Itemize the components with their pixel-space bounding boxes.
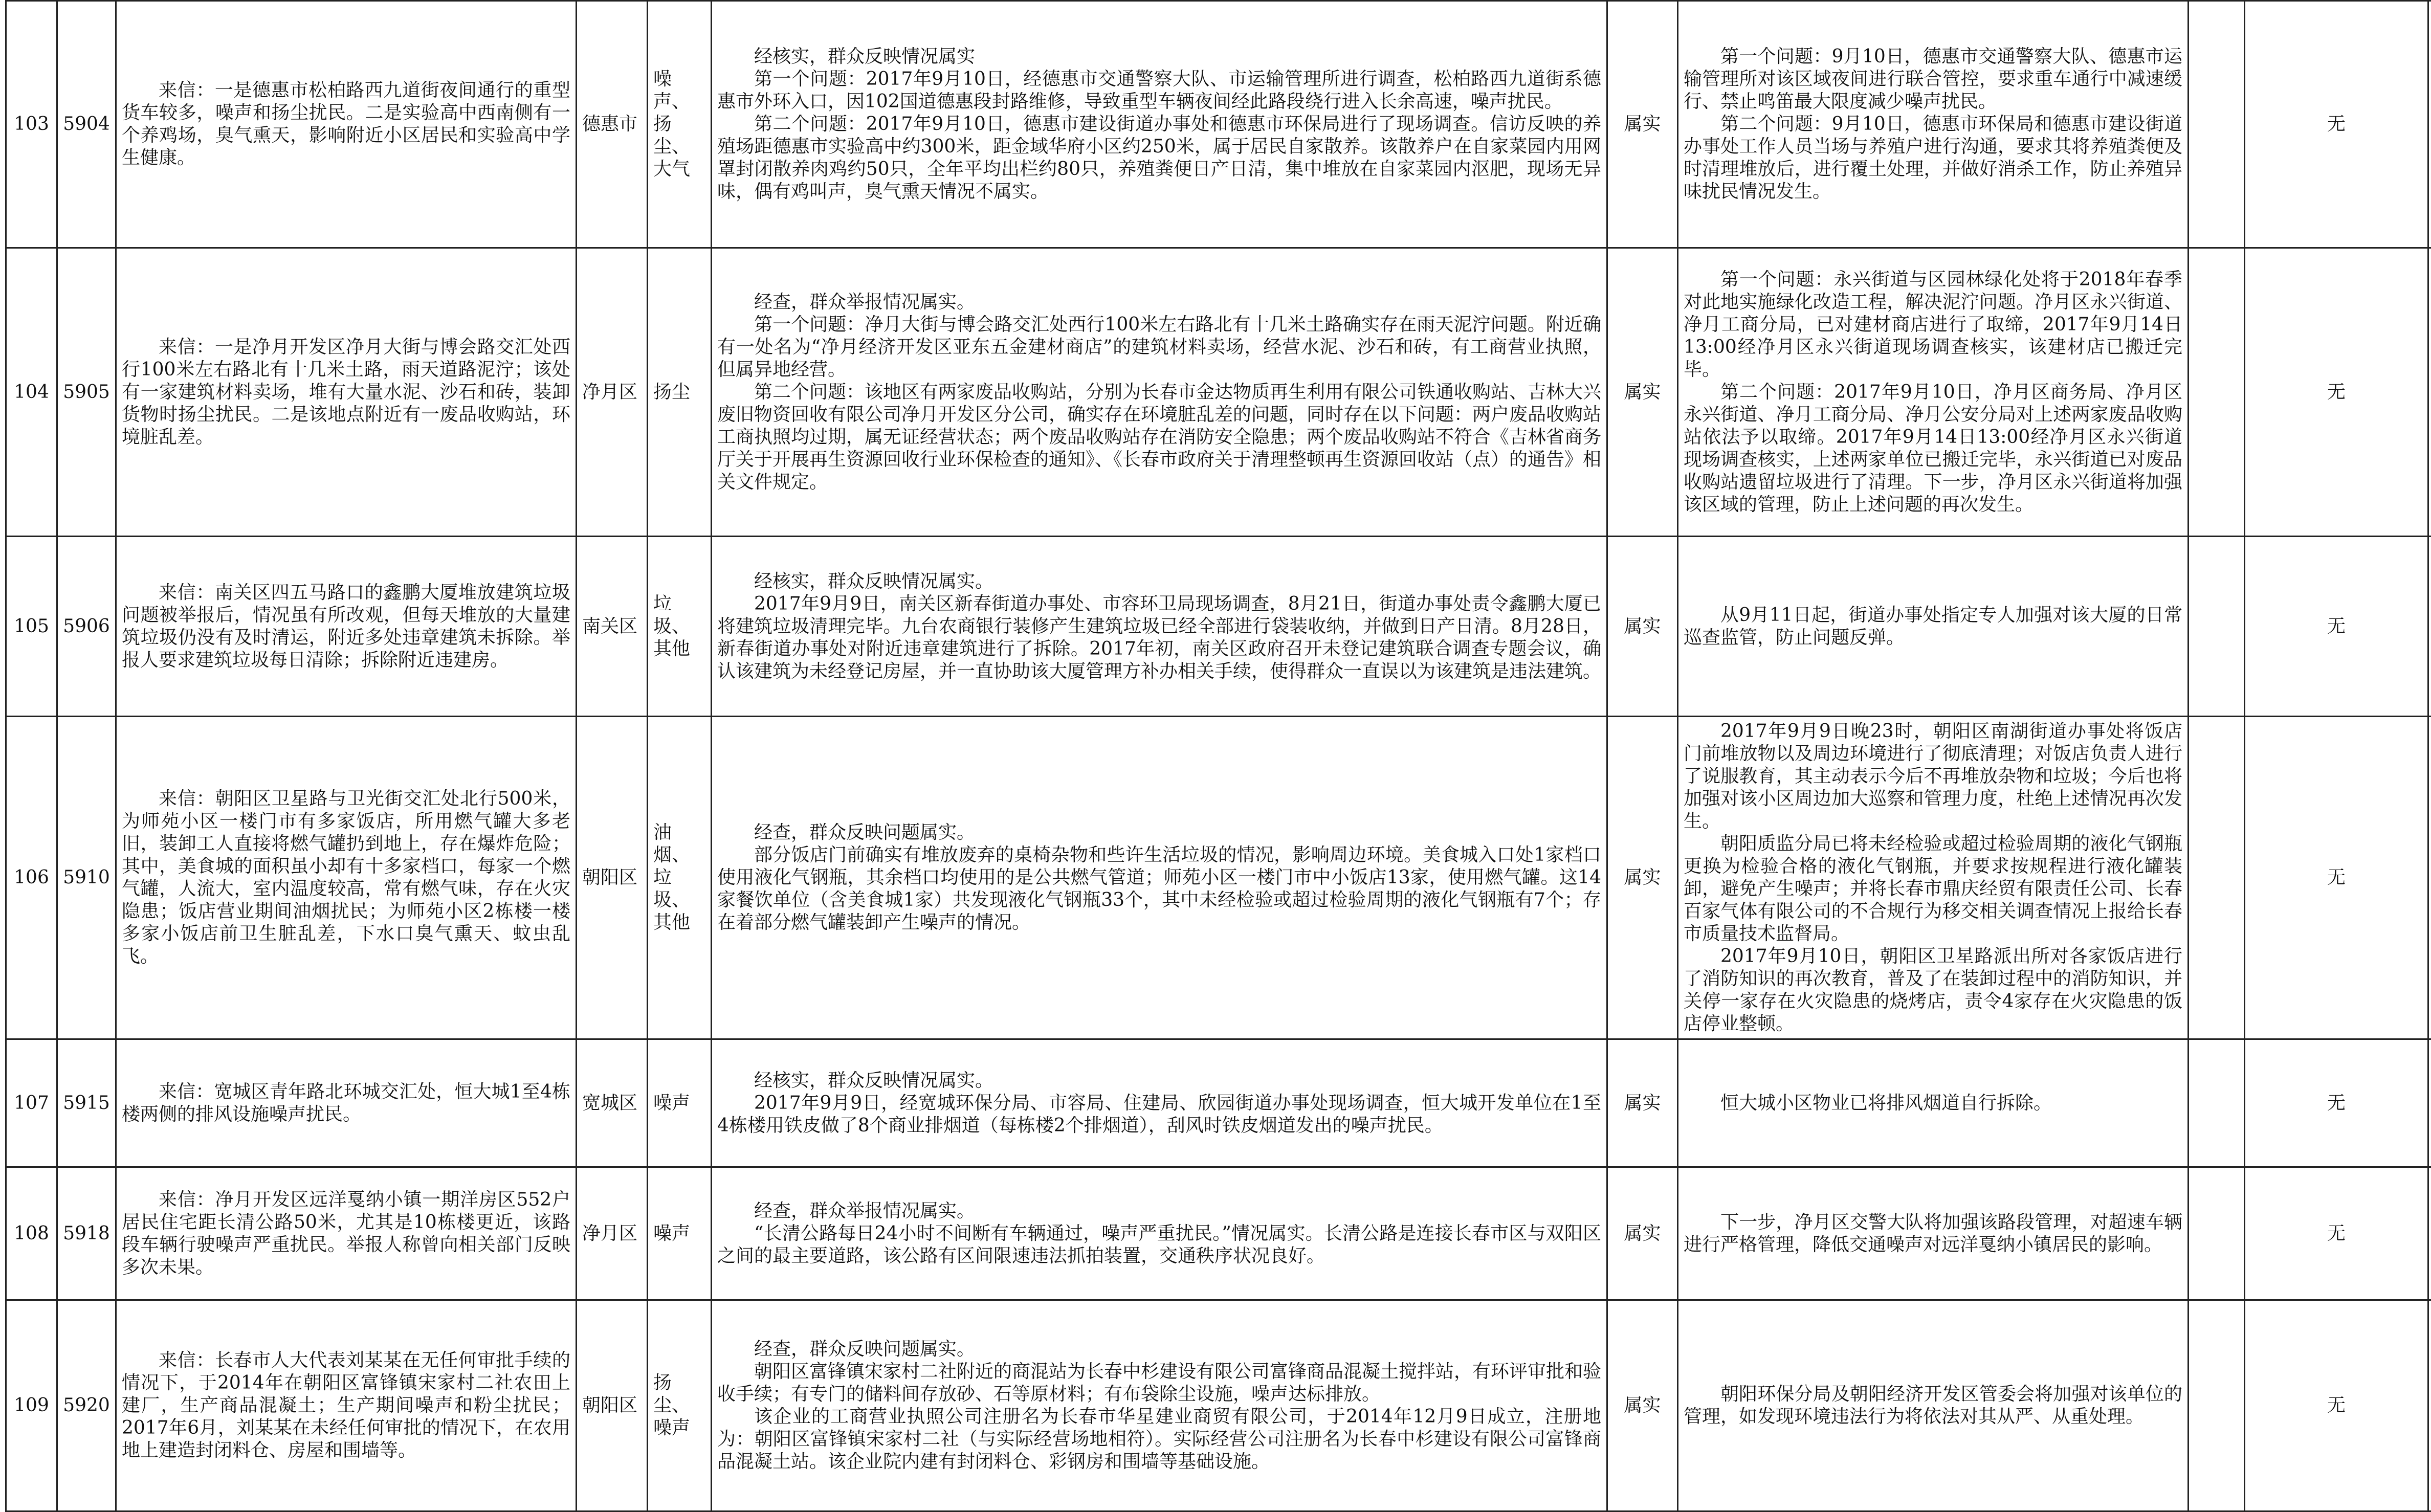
accountability-cell: 无 [2245, 1300, 2428, 1511]
rectification-paragraph: 第一个问题：9月10日，德惠市交通警察大队、德惠市运输管理所对该区域夜间进行联合管控，要求重车通行中减速缓行、禁止鸣笛最大限度减少噪声扰民。 [1684, 46, 2182, 113]
pollution-type-cell: 扬尘 [648, 248, 712, 537]
region-cell: 德惠市 [577, 1, 648, 248]
rectification-paragraph: 第二个问题：2017年9月10日，净月区商务局、净月区永兴街道、净月工商分局、净月公安分局对上述两家废品收购站依法予以取缔。2017年9月14日13:00经净月区永兴街道现场调查核实，上述两家单位已搬迁完毕，永兴街道已对废品收购站遗留垃圾进行了清理。下一步，净月区永兴街道将加强该区域的管理，防止上述问题的再次发生。 [1684, 381, 2182, 516]
complaint-cell [116, 537, 577, 717]
findings-cell [712, 1167, 1607, 1300]
rectification-paragraph: 下一步，净月区交警大队将加强该路段管理，对超速车辆进行严格管理，降低交通噪声对远洋戛纳小镇居民的影响。 [1684, 1211, 2182, 1256]
rectification-cell [1678, 248, 2189, 537]
findings-paragraph: 部分饭店门前确实有堆放废弃的桌椅杂物和些许生活垃圾的情况，影响周边环境。美食城入口处1家档口使用液化气钢瓶，其余档口均使用的是公共燃气管道；师苑小区一楼门市中小饭店13家，使用燃气罐。这14家餐饮单位（含美食城1家）共发现液化气钢瓶33个，其中未经检验或超过检验周期的液化气钢瓶有7个；存在着部分燃气罐装卸产生噪声的情况。 [717, 844, 1601, 934]
case-code: 5915 [57, 1039, 116, 1167]
complaint-cell [116, 1, 577, 248]
rectification-cell [1678, 1167, 2189, 1300]
empty-cell [2189, 717, 2245, 1039]
empty-cell [2189, 1, 2245, 248]
rectification-paragraph: 第一个问题：永兴街道与区园林绿化处将于2018年春季对此地实施绿化改造工程，解决泥泞问题。净月区永兴街道、净月工商分局，已对建材商店进行了取缔，2017年9月14日13:00经净月区永兴街道现场调查核实，该建材店已搬迁完毕。 [1684, 269, 2182, 381]
rectification-paragraph: 2017年9月10日，朝阳区卫星路派出所对各家饭店进行了消防知识的再次教育，普及了在装卸过程中的消防知识，并关停一家存在火灾隐患的烧烤店，责令4家存在火灾隐患的饭店停业整顿。 [1684, 945, 2182, 1035]
region-cell: 净月区 [577, 248, 648, 537]
verification-result-cell: 属实 [1607, 1, 1678, 248]
pollution-type-cell: 噪声 [648, 1167, 712, 1300]
table-row [6, 1039, 2431, 1167]
table-row [6, 1, 2431, 248]
empty-cell [2428, 1300, 2431, 1511]
complaint-paragraph: 来信：一是德惠市松柏路西九道街夜间通行的重型货车较多，噪声和扬尘扰民。二是实验高中西南侧有一个养鸡场，臭气熏天，影响附近小区居民和实验高中学生健康。 [122, 79, 570, 169]
pollution-type-cell: 噪声 [648, 1039, 712, 1167]
table-row [6, 1167, 2431, 1300]
empty-cell [2428, 1, 2431, 248]
findings-paragraph: “长清公路每日24小时不间断有车辆通过，噪声严重扰民。”情况属实。长清公路是连接长春市区与双阳区之间的最主要道路，该公路有区间限速违法抓拍装置，交通秩序状况良好。 [717, 1222, 1601, 1268]
report-table [5, 0, 2431, 1512]
empty-cell [2189, 1039, 2245, 1167]
empty-cell [2428, 537, 2431, 717]
table-row [6, 537, 2431, 717]
table-row [6, 1300, 2431, 1511]
row-number: 103 [6, 1, 57, 248]
rectification-paragraph: 2017年9月9日晚23时，朝阳区南湖街道办事处将饭店门前堆放物以及周边环境进行了彻底清理；对饭店负责人进行了说服教育，其主动表示今后不再堆放杂物和垃圾；今后也将加强对该小区周边加大巡察和管理力度，杜绝上述情况再次发生。 [1684, 720, 2182, 833]
table-row [6, 248, 2431, 537]
case-code: 5906 [57, 537, 116, 717]
findings-paragraph: 经查，群众反映问题属实。 [717, 821, 1601, 844]
accountability-cell: 无 [2245, 248, 2428, 537]
findings-paragraph: 经查，群众举报情况属实。 [717, 291, 1601, 314]
complaint-cell [116, 1300, 577, 1511]
empty-cell [2189, 248, 2245, 537]
rectification-paragraph: 恒大城小区物业已将排风烟道自行拆除。 [1684, 1092, 2182, 1115]
verification-result-cell: 属实 [1607, 1167, 1678, 1300]
row-number: 104 [6, 248, 57, 537]
rectification-paragraph: 第二个问题：9月10日，德惠市环保局和德惠市建设街道办事处工作人员当场与养殖户进行沟通，要求其将养殖粪便及时清理堆放后，进行覆土处理，并做好消杀工作，防止养殖异味扰民情况发生。 [1684, 113, 2182, 203]
rectification-cell [1678, 717, 2189, 1039]
findings-cell [712, 537, 1607, 717]
accountability-cell: 无 [2245, 1, 2428, 248]
complaint-cell [116, 1167, 577, 1300]
complaint-cell [116, 717, 577, 1039]
findings-paragraph: 经查，群众反映问题属实。 [717, 1338, 1601, 1361]
row-number: 105 [6, 537, 57, 717]
findings-cell [712, 1, 1607, 248]
findings-paragraph: 2017年9月9日，南关区新春街道办事处、市容环卫局现场调查，8月21日，街道办事处责令鑫鹏大厦已将建筑垃圾清理完毕。九台农商银行装修产生建筑垃圾已经全部进行袋装收纳，并做到日产日清。8月28日，新春街道办事处对附近违章建筑进行了拆除。2017年初，南关区政府召开未登记建筑联合调查专题会议，确认该建筑为未经登记房屋，并一直协助该大厦管理方补办相关手续，使得群众一直误以为该建筑是违法建筑。 [717, 593, 1601, 683]
findings-paragraph: 经核实，群众反映情况属实。 [717, 1070, 1601, 1092]
rectification-cell [1678, 537, 2189, 717]
findings-paragraph: 经查，群众举报情况属实。 [717, 1200, 1601, 1222]
findings-paragraph: 朝阳区富锋镇宋家村二社附近的商混站为长春中杉建设有限公司富锋商品混凝土搅拌站，有环评审批和验收手续；有专门的储料间存放砂、石等原材料；有布袋除尘设施，噪声达标排放。 [717, 1361, 1601, 1406]
case-code: 5918 [57, 1167, 116, 1300]
findings-paragraph: 第一个问题：2017年9月10日，经德惠市交通警察大队、市运输管理所进行调查，松柏路西九道街系德惠市外环入口，因102国道德惠段封路维修，导致重型车辆夜间经此路段绕行进入长余高速，噪声扰民。 [717, 68, 1601, 113]
case-code: 5910 [57, 717, 116, 1039]
empty-cell [2428, 717, 2431, 1039]
region-cell: 宽城区 [577, 1039, 648, 1167]
empty-cell [2189, 537, 2245, 717]
pollution-type-cell: 油烟、垃圾、其他 [648, 717, 712, 1039]
complaint-paragraph: 来信：净月开发区远洋戛纳小镇一期洋房区552户居民住宅距长清公路50米，尤其是10栋楼更近，该路段车辆行驶噪声严重扰民。举报人称曾向相关部门反映多次未果。 [122, 1189, 570, 1279]
complaint-cell [116, 248, 577, 537]
complaint-paragraph: 来信：一是净月开发区净月大街与博会路交汇处西行100米左右路北有十几米土路，雨天道路泥泞；该处有一家建筑材料卖场，堆有大量水泥、沙石和砖，装卸货物时扬尘扰民。二是该地点附近有一废品收购站，环境脏乱差。 [122, 336, 570, 449]
verification-result-cell: 属实 [1607, 248, 1678, 537]
empty-cell [2428, 1167, 2431, 1300]
row-number: 106 [6, 717, 57, 1039]
pollution-type-cell: 垃圾、其他 [648, 537, 712, 717]
findings-paragraph: 该企业的工商营业执照公司注册名为长春市华星建业商贸有限公司，于2014年12月9日成立，注册地为：朝阳区富锋镇宋家村二社（与实际经营场地相符）。实际经营公司注册名为长春中杉建设有限公司富锋商品混凝土站。该企业院内建有封闭料仓、彩钢房和围墙等基础设施。 [717, 1406, 1601, 1473]
empty-cell [2428, 1039, 2431, 1167]
complaint-paragraph: 来信：朝阳区卫星路与卫光街交汇处北行500米，为师苑小区一楼门市有多家饭店，所用燃气罐大多老旧，装卸工人直接将燃气罐扔到地上，存在爆炸危险；其中，美食城的面积虽小却有十多家档口，每家一个燃气罐，人流大，室内温度较高，常有燃气味，存在火灾隐患；饭店营业期间油烟扰民；为师苑小区2栋楼一楼多家小饭店前卫生脏乱差，下水口臭气熏天、蚊虫乱飞。 [122, 788, 570, 968]
findings-paragraph: 第二个问题：该地区有两家废品收购站，分别为长春市金达物质再生利用有限公司铁通收购站、吉林大兴废旧物资回收有限公司净月开发区分公司，确实存在环境脏乱差的问题，同时存在以下问题：两户废品收购站工商执照均过期，属无证经营状态；两个废品收购站存在消防安全隐患；两个废品收购站不符合《吉林省商务厅关于开展再生资源回收行业环保检查的通知》、《长春市政府关于清理整顿再生资源回收站（点）的通告》相关文件规定。 [717, 381, 1601, 494]
table-row [6, 717, 2431, 1039]
row-number: 107 [6, 1039, 57, 1167]
accountability-cell: 无 [2245, 537, 2428, 717]
findings-cell [712, 1300, 1607, 1511]
rectification-paragraph: 从9月11日起，街道办事处指定专人加强对该大厦的日常巡查监管，防止问题反弹。 [1684, 604, 2182, 649]
region-cell: 朝阳区 [577, 717, 648, 1039]
pollution-type-cell: 扬尘、噪声 [648, 1300, 712, 1511]
table-body [6, 1, 2431, 1511]
complaint-paragraph: 来信：南关区四五马路口的鑫鹏大厦堆放建筑垃圾问题被举报后，情况虽有所改观，但每天堆放的大量建筑垃圾仍没有及时清运，附近多处违章建筑未拆除。举报人要求建筑垃圾每日清除；拆除附近违建房。 [122, 582, 570, 672]
verification-result-cell: 属实 [1607, 537, 1678, 717]
verification-result-cell: 属实 [1607, 1300, 1678, 1511]
empty-cell [2189, 1167, 2245, 1300]
case-code: 5905 [57, 248, 116, 537]
accountability-cell: 无 [2245, 717, 2428, 1039]
accountability-cell: 无 [2245, 1167, 2428, 1300]
findings-cell [712, 717, 1607, 1039]
case-code: 5920 [57, 1300, 116, 1511]
findings-paragraph: 2017年9月9日，经宽城环保分局、市容局、住建局、欣园街道办事处现场调查，恒大城开发单位在1至4栋楼用铁皮做了8个商业排烟道（每栋楼2个排烟道），刮风时铁皮烟道发出的噪声扰民。 [717, 1092, 1601, 1137]
pollution-type-cell: 噪声、扬尘、大气 [648, 1, 712, 248]
region-cell: 净月区 [577, 1167, 648, 1300]
findings-paragraph: 经核实，群众反映情况属实。 [717, 570, 1601, 593]
rectification-cell [1678, 1, 2189, 248]
case-code: 5904 [57, 1, 116, 248]
findings-cell [712, 248, 1607, 537]
row-number: 109 [6, 1300, 57, 1511]
accountability-cell: 无 [2245, 1039, 2428, 1167]
row-number: 108 [6, 1167, 57, 1300]
rectification-paragraph: 朝阳质监分局已将未经检验或超过检验周期的液化气钢瓶更换为检验合格的液化气钢瓶，并要求按规程进行液化罐装卸，避免产生噪声；并将长春市鼎庆经贸有限责任公司、长春百家气体有限公司的不合规行为移交相关调查情况上报给长春市质量技术监督局。 [1684, 833, 2182, 945]
findings-paragraph: 第二个问题：2017年9月10日，德惠市建设街道办事处和德惠市环保局进行了现场调查。信访反映的养殖场距德惠市实验高中约300米，距金域华府小区约250米，属于居民自家散养。该散养户在自家菜园内用网罩封闭散养肉鸡约50只，全年平均出栏约80只，养殖粪便日产日清，集中堆放在自家菜园内沤肥，现场无异味，偶有鸡叫声，臭气熏天情况不属实。 [717, 113, 1601, 203]
region-cell: 南关区 [577, 537, 648, 717]
complaint-paragraph: 来信：长春市人大代表刘某某在无任何审批手续的情况下，于2014年在朝阳区富锋镇宋家村二社农田上建厂，生产商品混凝土；生产期间噪声和粉尘扰民；2017年6月，刘某某在未经任何审批的情况下，在农用地上建造封闭料仓、房屋和围墙等。 [122, 1349, 570, 1462]
empty-cell [2428, 248, 2431, 537]
rectification-cell [1678, 1300, 2189, 1511]
rectification-cell [1678, 1039, 2189, 1167]
verification-result-cell: 属实 [1607, 1039, 1678, 1167]
rectification-paragraph: 朝阳环保分局及朝阳经济开发区管委会将加强对该单位的管理，如发现环境违法行为将依法对其从严、从重处理。 [1684, 1383, 2182, 1428]
region-cell: 朝阳区 [577, 1300, 648, 1511]
complaint-cell [116, 1039, 577, 1167]
empty-cell [2189, 1300, 2245, 1511]
complaint-paragraph: 来信：宽城区青年路北环城交汇处，恒大城1至4栋楼两侧的排风设施噪声扰民。 [122, 1081, 570, 1126]
findings-paragraph: 经核实，群众反映情况属实 [717, 46, 1601, 68]
findings-cell [712, 1039, 1607, 1167]
findings-paragraph: 第一个问题：净月大街与博会路交汇处西行100米左右路北有十几米土路确实存在雨天泥泞问题。附近确有一处名为“净月经济开发区亚东五金建材商店”的建筑材料卖场，经营水泥、沙石和砖，有工商营业执照，但属异地经营。 [717, 314, 1601, 381]
verification-result-cell: 属实 [1607, 717, 1678, 1039]
